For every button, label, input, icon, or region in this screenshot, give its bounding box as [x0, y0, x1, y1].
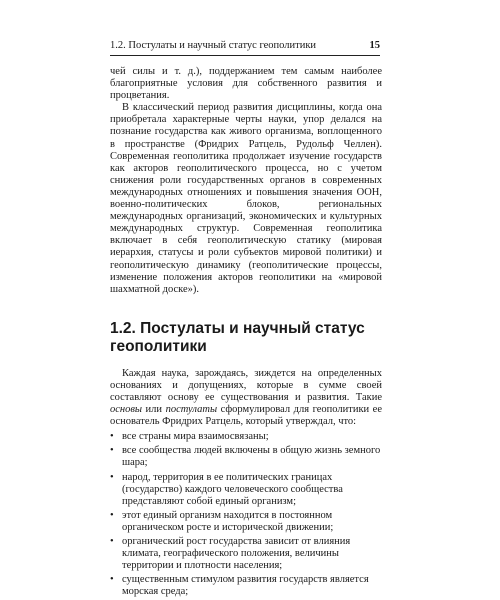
page-number: 15: [369, 40, 380, 51]
bullet-icon: •: [110, 574, 114, 586]
header-rule: [110, 55, 380, 56]
bullet-icon: •: [110, 509, 114, 521]
list-item-text: органический рост государства зависит от влияния климата, географического положения, величины территории и плотности населения;: [122, 536, 351, 572]
list-item: [110, 472, 382, 508]
intro-emphasis-osnovy: основы: [110, 404, 143, 416]
running-head-title: 1.2. Постулаты и научный статус геополитики: [110, 40, 317, 51]
paragraph-continuation: чей силы и т. д.), поддержанием тем самым наиболее благоприятные условия для собственного развития и процветания.: [110, 66, 382, 102]
bullet-icon: •: [110, 471, 114, 483]
paragraph-classical-period: В классический период развития дисциплины, когда она приобретала характерные черты науки, упор делался на познание государства как живого организма, воплощенного в пространстве (Фридрих Ратцель, Рудольф Челлен). Современная геополитика продолжает изучение государств как акторов геополитического процесса, но с учетом снижения роли государственных органов в современных международных отношениях и повышения значения ООН, военно-политических блоков, региональных международных организаций, экономических и культурных международных структур. Современная геополитика включает в себя геополитическую статику (мировая иерархия, статусы и роли субъектов мировой политики) и геополитическую динамику (геополитические процессы, изменение положения акторов геополитики на «мировой шахматной доске»).: [110, 102, 382, 295]
list-item: [110, 445, 382, 469]
bullet-icon: •: [110, 431, 114, 443]
list-item-text: народ, территория в ее политических границах (государство) каждого человеческого сообщества представляют собой единый организм;: [122, 471, 343, 507]
bullet-icon: •: [110, 536, 114, 547]
list-item: [110, 510, 382, 534]
list-item-text: существенным стимулом развития государств является морская среда;: [122, 574, 369, 598]
list-item-text: этот единый организм находится в постоянном органическом росте и исторической движении;: [122, 509, 334, 533]
paragraph-intro: [110, 368, 382, 428]
intro-text-1: Каждая наука, зарождаясь, зиждется на определенных основаниях и допущениях, которые в сумме своей составляют основу ее существования и развития. Такие: [110, 367, 382, 403]
page-body: [110, 66, 382, 600]
intro-text-3: сформулировал для геополитики ее основатель Фридрих Ратцель, который утверждал, что:: [110, 404, 382, 428]
postulates-list: [110, 431, 382, 598]
intro-text-2: или: [142, 404, 166, 416]
running-head: [110, 40, 380, 54]
list-item: [110, 431, 382, 443]
section-heading: 1.2. Постулаты и научный статус геополитики: [110, 319, 365, 355]
list-item-text: все сообщества людей включены в общую жизнь земного шара;: [122, 445, 381, 469]
list-item-text: все страны мира взаимосвязаны;: [122, 431, 269, 443]
list-item: [110, 536, 382, 572]
list-item: [110, 574, 382, 598]
intro-emphasis-postulaty: постулаты: [165, 404, 218, 416]
bullet-icon: •: [110, 445, 114, 457]
